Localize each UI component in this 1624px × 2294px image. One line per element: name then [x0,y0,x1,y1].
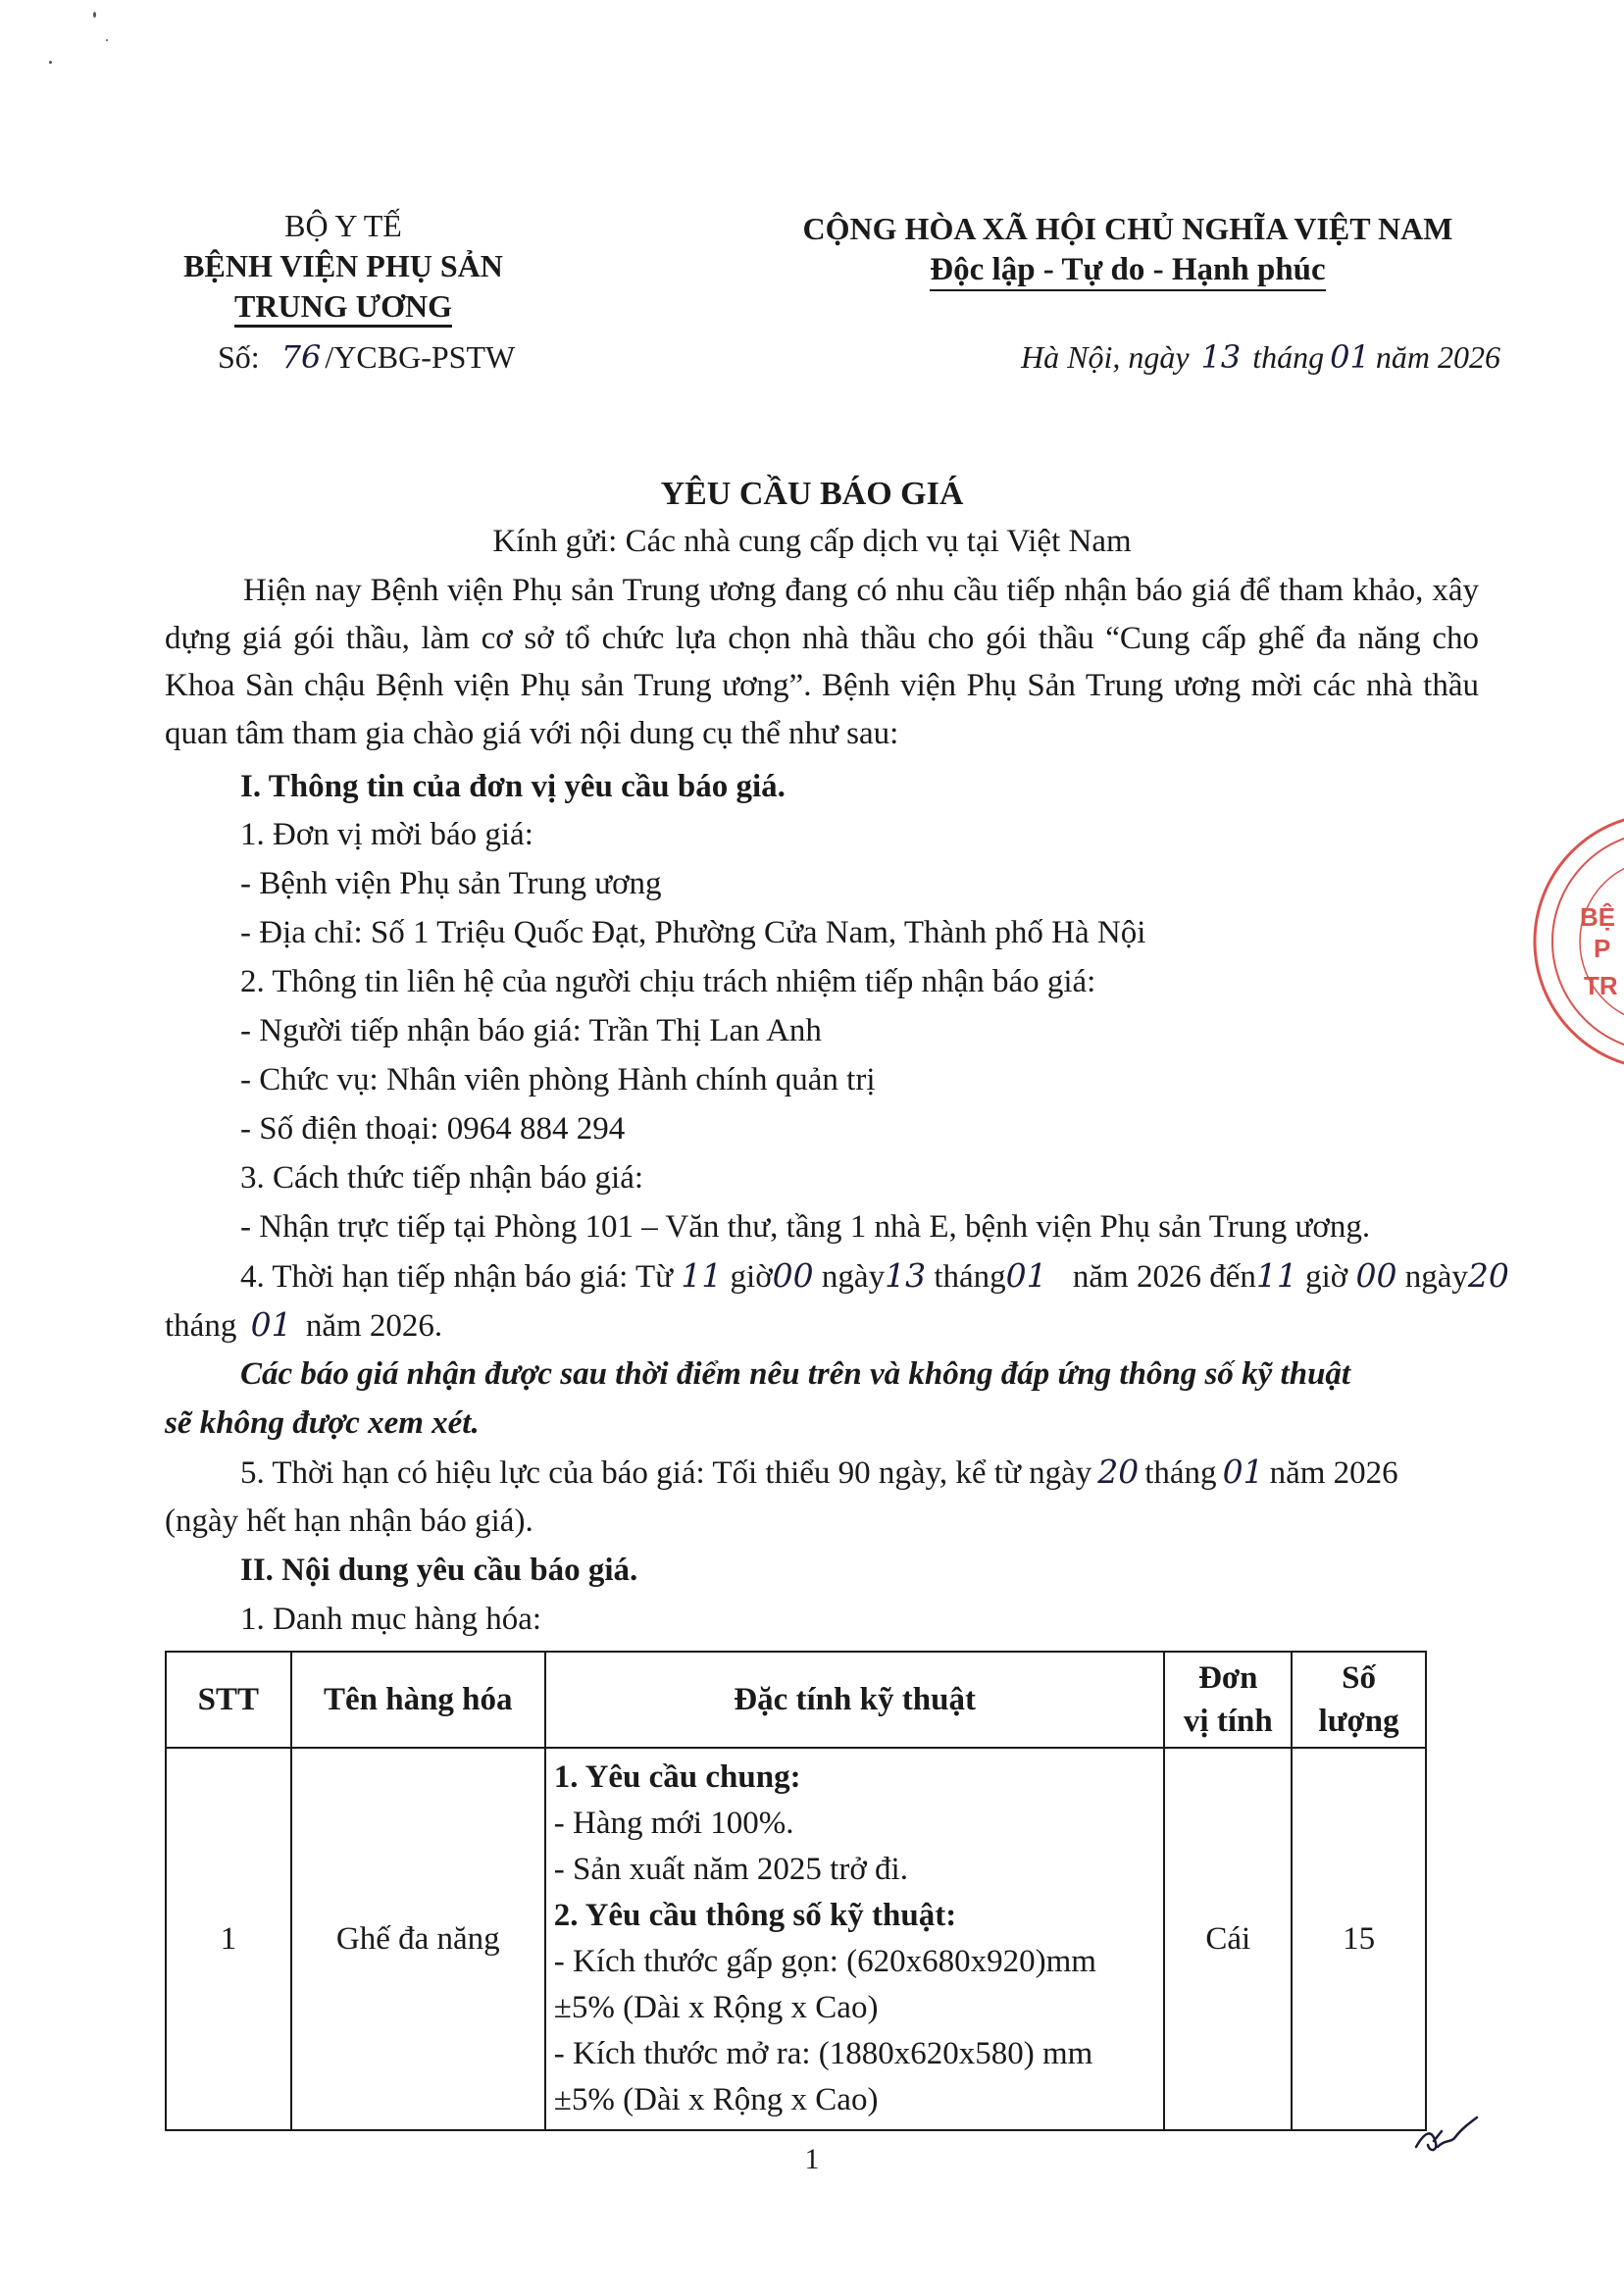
ministry-name: BỘ Y TẾ [284,208,402,243]
receiver-name: - Người tiếp nhận báo giá: Trần Thị Lan Anh [240,1013,822,1048]
receiving-method: - Nhận trực tiếp tại Phòng 101 – Văn thư, tầng 1 nhà E, bệnh viện Phụ sản Trung ương. [240,1209,1371,1245]
hospital-name-line2: TRUNG ƯƠNG [234,288,452,324]
col-spec: Đặc tính kỹ thuật [545,1652,1165,1748]
date-day-handwritten: 13 [1200,338,1242,376]
s2-item-1: 1. Danh mục hàng hóa: [240,1602,542,1637]
scan-speck [106,39,108,41]
national-motto: Độc lập - Tự do - Hạnh phúc [930,250,1325,291]
receiver-position: - Chức vụ: Nhân viên phòng Hành chính quản trị [240,1062,876,1097]
intro-paragraph: Hiện nay Bệnh viện Phụ sản Trung ương đang có nhu cầu tiếp nhận báo giá để tham khảo, xây dựng giá gói thầu, làm cơ sở tổ chức lựa chọn nhà thầu cho gói thầu “Cung cấp ghế đa năng cho Khoa Sàn chậu Bệnh viện Phụ sản Trung ương”. Bệnh viện Phụ Sản Trung ương mời các nhà thầu quan tâm tham gia chào giá với nội dung cụ thể như sau: [165,573,1479,751]
table-header-row [166,1652,1426,1748]
stamp-text-1: BỆ [1580,902,1616,932]
col-qty: Số lượng [1292,1652,1426,1748]
col-stt: STT [166,1652,291,1748]
cell-stt: 1 [166,1748,291,2130]
section-2-heading: II. Nội dung yêu cầu báo giá. [240,1553,638,1588]
cell-unit: Cái [1164,1748,1292,2130]
unit-address: - Địa chỉ: Số 1 Triệu Quốc Đạt, Phường Cửa Nam, Thành phố Hà Nội [240,915,1146,950]
scan-speck [93,12,96,18]
col-name: Tên hàng hóa [291,1652,545,1748]
col-unit: Đơn vị tính [1164,1652,1292,1748]
stamp-text-2: P [1594,934,1611,963]
initials-signature [1412,2114,1481,2163]
reference-number: Số: 76 /YCBG-PSTW [218,338,516,376]
greeting-line: Kính gửi: Các nhà cung cấp dịch vụ tại Việt Nam [492,524,1132,559]
section-1-heading: I. Thông tin của đơn vị yêu cầu báo giá. [240,769,786,804]
receiving-deadline: 4. Thời hạn tiếp nhận báo giá: Từ 11 giờ00 ngày13 tháng01 năm 2026 đến11 giờ 00 ngày20 [240,1256,1509,1295]
stamp-inner-ring [1552,832,1624,1051]
notice-line-1: Các báo giá nhận được sau thời điểm nêu trên và không đáp ứng thông số kỹ thuật [240,1356,1351,1392]
issuer-block [167,206,520,327]
document-title: YÊU CẦU BÁO GIÁ [660,476,964,512]
date-month-handwritten: 01 [1330,338,1370,376]
scan-speck [49,61,52,64]
s1-item-3: 3. Cách thức tiếp nhận báo giá: [240,1160,644,1196]
receiver-phone: - Số điện thoại: 0964 884 294 [240,1111,626,1147]
cell-qty: 15 [1292,1748,1426,2130]
official-stamp [1515,804,1624,1079]
table-row [166,1748,1426,2130]
page-number: 1 [804,2143,820,2175]
cell-spec: 1. Yêu cầu chung: - Hàng mới 100%. - Sản xuất năm 2025 trở đi. 2. Yêu cầu thông số kỹ thuật: - Kích thước gấp gọn: (620x680x920)mm ±5% (Dài x Rộng x Cao) - Kích thước mở ra: (1880x620x580) mm ±5% (Dài x Rộng x Cao) [545,1748,1165,2130]
cell-name: Ghế đa năng [291,1748,545,2130]
national-heading [745,208,1510,291]
goods-table [165,1651,1427,2131]
s1-item-2: 2. Thông tin liên hệ của người chịu trách nhiệm tiếp nhận báo giá: [240,964,1096,999]
ref-number-handwritten: 76 [280,338,322,376]
stamp-text-3: TR [1584,971,1618,1000]
hospital-name-line1: BỆNH VIỆN PHỤ SẢN [183,248,503,283]
country-name: CỘNG HÒA XÃ HỘI CHỦ NGHĨA VIỆT NAM [802,211,1453,246]
issue-date: Hà Nội, ngày 13 tháng 01 năm 2026 [1021,338,1500,376]
validity-period: 5. Thời hạn có hiệu lực của báo giá: Tối thiểu 90 ngày, kể từ ngày 20 tháng 01 năm 2026 [240,1453,1398,1491]
s1-item-1: 1. Đơn vị mời báo giá: [240,817,533,852]
validity-note: (ngày hết hạn nhận báo giá). [165,1504,533,1539]
notice-line-2: sẽ không được xem xét. [165,1405,480,1441]
receiving-deadline-cont: tháng 01 năm 2026. [165,1305,443,1344]
unit-name: - Bệnh viện Phụ sản Trung ương [240,866,662,901]
